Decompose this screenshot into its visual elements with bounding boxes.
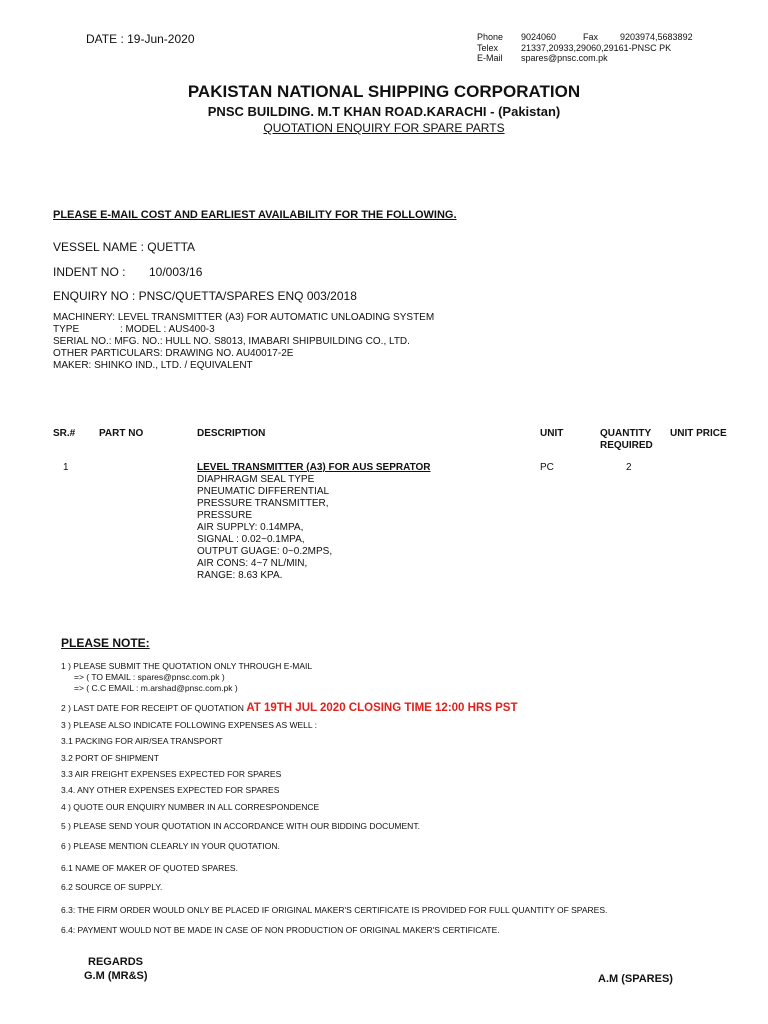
company-address: PNSC BUILDING. M.T KHAN ROAD.KARACHI - (Pakistan) (207, 104, 561, 119)
regards-label: REGARDS (88, 956, 144, 968)
indent-label: INDENT NO : (53, 265, 126, 279)
type-value: : MODEL : AUS400-3 (120, 324, 215, 335)
description-line: PRESSURE (197, 510, 253, 521)
note-5: 5 ) PLEASE SEND YOUR QUOTATION IN ACCORDANCE WITH OUR BIDDING DOCUMENT. (61, 821, 420, 831)
description-title: LEVEL TRANSMITTER (A3) FOR AUS SEPRATOR (197, 462, 431, 473)
col-header-unit: UNIT (540, 428, 564, 439)
description-line: DIAPHRAGM SEAL TYPE (197, 474, 315, 485)
note-6-3: 6.3: THE FIRM ORDER WOULD ONLY BE PLACED IF ORIGINAL MAKER'S CERTIFICATE IS PROVIDED FOR FULL QUANTITY OF SPARES. (61, 905, 608, 915)
instruction-heading: PLEASE E-MAIL COST AND EARLIEST AVAILABILITY FOR THE FOLLOWING. (53, 209, 457, 221)
fax-label: Fax (583, 32, 599, 42)
serial-line: SERIAL NO.: MFG. NO.: HULL NO. S8013, IMABARI SHIPBUILDING CO., LTD. (53, 336, 410, 347)
note-3-3: 3.3 AIR FREIGHT EXPENSES EXPECTED FOR SPARES (61, 769, 282, 779)
contact-email-row (477, 53, 693, 64)
description-line: PNEUMATIC DIFFERENTIAL (197, 486, 330, 497)
col-header-sr: SR.# (53, 428, 76, 439)
fax-value: 9203974,5683892 (620, 32, 693, 42)
note-3: 3 ) PLEASE ALSO INDICATE FOLLOWING EXPENSES AS WELL : (61, 720, 318, 730)
signatory-right: A.M (SPARES) (598, 973, 673, 985)
row-unit: PC (540, 462, 554, 473)
col-header-description: DESCRIPTION (197, 428, 266, 439)
document-date: DATE : 19-Jun-2020 (86, 32, 195, 46)
note-4: 4 ) QUOTE OUR ENQUIRY NUMBER IN ALL CORRESPONDENCE (61, 802, 320, 812)
description-line: RANGE: 8.63 KPA. (197, 570, 283, 581)
email-value: spares@pnsc.com.pk (521, 53, 608, 63)
description-line: SIGNAL : 0.02~0.1MPA, (197, 534, 305, 545)
note-6: 6 ) PLEASE MENTION CLEARLY IN YOUR QUOTATION. (61, 841, 280, 851)
note-6-1: 6.1 NAME OF MAKER OF QUOTED SPARES. (61, 863, 238, 873)
row-description (197, 462, 431, 582)
note-3-4: 3.4. ANY OTHER EXPENSES EXPECTED FOR SPARES (61, 785, 280, 795)
note-1-to-email: => ( TO EMAIL : spares@pnsc.com.pk ) (74, 672, 225, 682)
quantity-label: QUANTITY (600, 428, 652, 439)
maker-line: MAKER: SHINKO IND., LTD. / EQUIVALENT (53, 360, 253, 371)
note-1-cc-email: => ( C.C EMAIL : m.arshad@pnsc.com.pk ) (74, 683, 238, 693)
particulars-line: OTHER PARTICULARS: DRAWING NO. AU40017-2E (53, 348, 294, 359)
note-2-text: 2 ) LAST DATE FOR RECEIPT OF QUOTATION (61, 703, 244, 713)
col-header-unit-price: UNIT PRICE (670, 428, 727, 439)
telex-label: Telex (477, 42, 499, 53)
machinery-line: MACHINERY: LEVEL TRANSMITTER (A3) FOR AUTOMATIC UNLOADING SYSTEM (53, 312, 435, 323)
phone-value: 9024060 (521, 32, 557, 42)
type-line (53, 324, 434, 336)
machinery-details (53, 312, 434, 372)
description-line: PRESSURE TRANSMITTER, (197, 498, 329, 509)
required-label: REQUIRED (600, 440, 653, 451)
closing-date-highlight: AT 19TH JUL 2020 CLOSING TIME 12:00 HRS PST (246, 702, 518, 714)
document-subtitle: QUOTATION ENQUIRY FOR SPARE PARTS (263, 121, 505, 135)
description-line: AIR CONS: 4~7 NL/MIN, (197, 558, 308, 569)
vessel-name: VESSEL NAME : QUETTA (53, 240, 196, 254)
note-2 (61, 703, 518, 714)
signatory-left: G.M (MR&S) (84, 970, 148, 982)
indent-no (53, 265, 202, 279)
note-3-2: 3.2 PORT OF SHIPMENT (61, 753, 159, 763)
telex-value: 21337,20933,29060,29161-PNSC PK (521, 42, 672, 53)
contact-block (477, 32, 693, 64)
contact-phone-fax-row (477, 32, 693, 43)
phone-label: Phone (477, 32, 504, 42)
description-line: AIR SUPPLY: 0.14MPA, (197, 522, 304, 533)
enquiry-no: ENQUIRY NO : PNSC/QUETTA/SPARES ENQ 003/2018 (53, 289, 357, 303)
note-6-2: 6.2 SOURCE OF SUPPLY. (61, 882, 163, 892)
email-label: E-Mail (477, 53, 503, 63)
col-header-quantity (600, 428, 653, 452)
contact-telex-row (477, 43, 693, 54)
notes-heading: PLEASE NOTE: (61, 636, 150, 650)
row-quantity: 2 (626, 462, 632, 473)
company-title: PAKISTAN NATIONAL SHIPPING CORPORATION (187, 82, 581, 101)
type-label: TYPE (53, 324, 80, 335)
row-sr: 1 (63, 462, 69, 473)
note-6-4: 6.4: PAYMENT WOULD NOT BE MADE IN CASE OF NON PRODUCTION OF ORIGINAL MAKER'S CERTIFICATE. (61, 925, 500, 935)
col-header-part-no: PART NO (99, 428, 144, 439)
note-1 (61, 661, 312, 694)
note-3-1: 3.1 PACKING FOR AIR/SEA TRANSPORT (61, 736, 223, 746)
description-line: OUTPUT GUAGE: 0~0.2MPS, (197, 546, 333, 557)
note-1-text: 1 ) PLEASE SUBMIT THE QUOTATION ONLY THROUGH E-MAIL (61, 661, 313, 671)
indent-value: 10/003/16 (149, 265, 203, 279)
